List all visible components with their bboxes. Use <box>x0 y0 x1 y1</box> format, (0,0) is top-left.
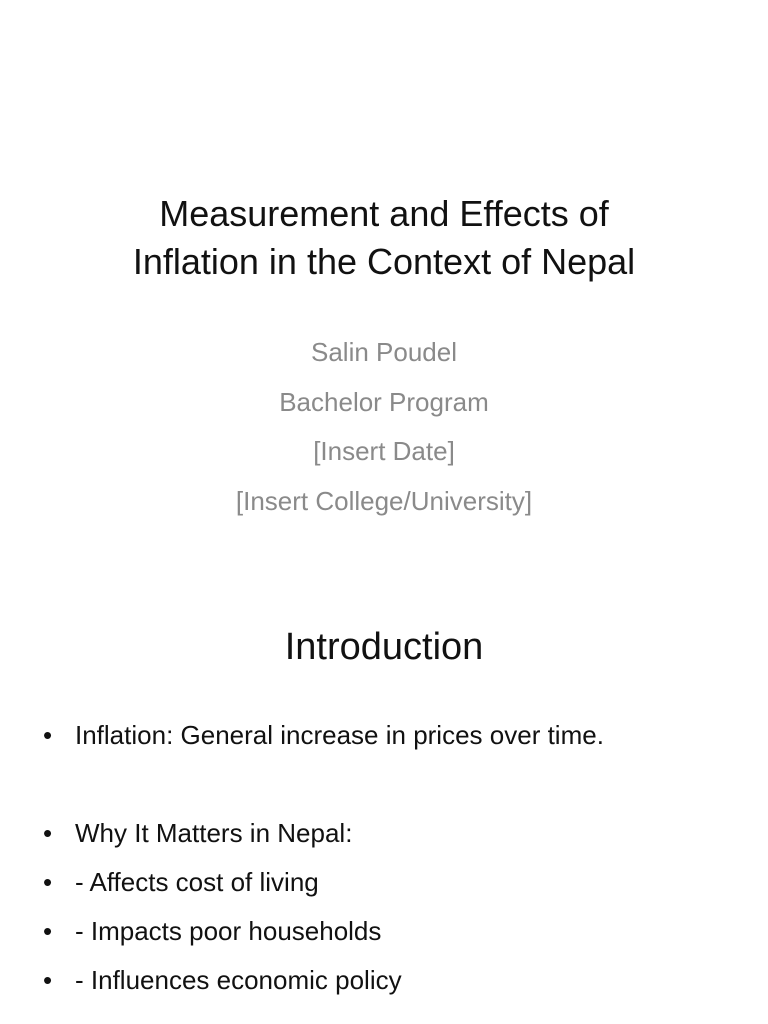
bullet-icon: • <box>43 916 53 946</box>
bullet-spacer <box>0 762 768 811</box>
bullet-item <box>0 811 768 860</box>
bullet-text: - Influences economic policy <box>75 965 402 995</box>
bullet-icon: • <box>43 867 53 897</box>
introduction-slide <box>0 576 768 1024</box>
bullet-item <box>0 860 768 909</box>
institution-placeholder: [Insert College/University] <box>235 485 533 516</box>
bullet-text: - Affects cost of living <box>75 867 319 897</box>
slide-title: Introduction <box>284 626 484 668</box>
date-placeholder: [Insert Date] <box>313 436 455 466</box>
bullet-icon: • <box>43 720 53 750</box>
title-line: Inflation in the Context of Nepal <box>132 241 636 282</box>
program-name: Bachelor Program <box>279 386 489 417</box>
presentation-title <box>0 190 768 286</box>
title-line: Measurement and Effects of <box>159 193 609 234</box>
bullet-icon: • <box>43 818 53 848</box>
bullet-text: - Impacts poor households <box>75 916 382 946</box>
bullet-item <box>0 958 768 1007</box>
bullet-icon: • <box>43 965 53 995</box>
author-name: Salin Poudel <box>311 337 457 367</box>
bullet-item <box>0 713 768 762</box>
bullet-text: Why It Matters in Nepal: <box>75 818 353 848</box>
bullet-list <box>0 713 768 1007</box>
bullet-text: Inflation: General increase in prices over time. <box>75 720 604 750</box>
presentation-subtitle <box>0 330 768 528</box>
bullet-item <box>0 909 768 958</box>
